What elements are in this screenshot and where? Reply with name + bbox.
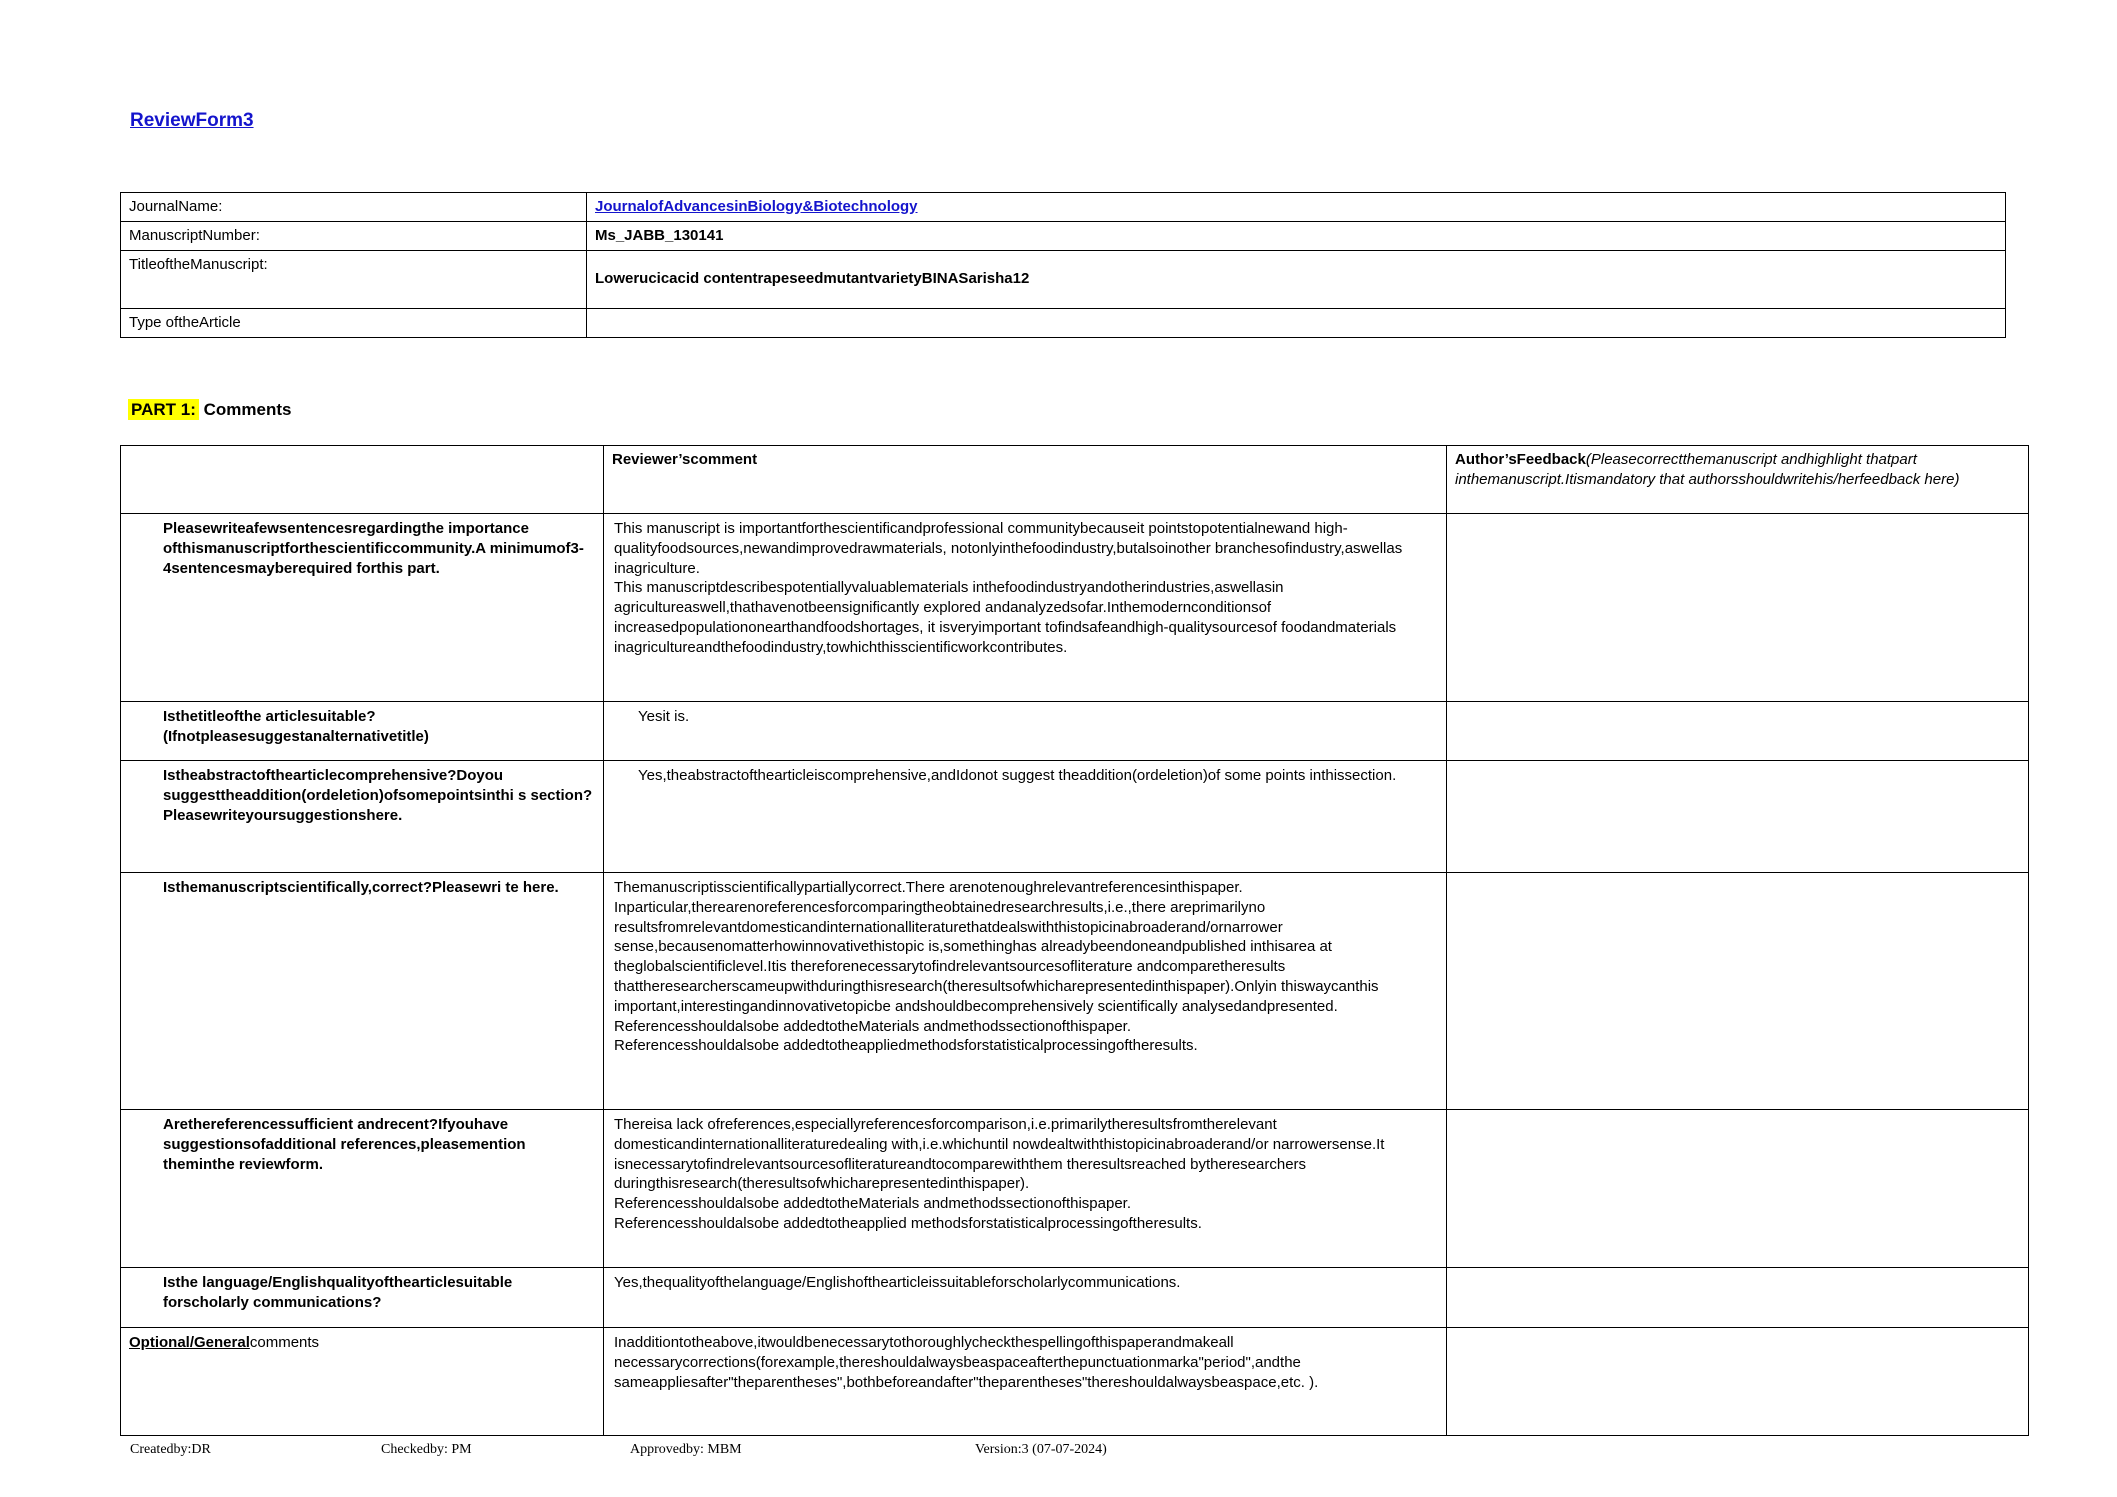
comment-paragraph: Thereisa lack ofreferences,especiallyreferencesforcomparison,i.e.primarilytheresultsfromtherelevant domesticandinternationalliteraturedealing with,i.e.whichuntil nowdealtwiththistopicinabroaderand/or narrowersense.It isnecessarytofindrelevantsourcesofliteratureandtocomparewiththem theresultsreached bytheresearchers duringthisresearch(theresultsofwhicharepresentedinthispaper). [614,1116,1385,1193]
feedback-cell [1447,1268,2029,1328]
question-title-suitable: Isthetitleofthe articlesuitable? (Ifnotpleasesuggestanalternativetitle) [121,702,604,761]
comment-paragraph: Referencesshouldalsobe addedtotheapplied methodsforstatisticalprocessingoftheresults. [614,1214,1202,1232]
header-empty-cell [121,446,604,514]
feedback-cell [1447,761,2029,873]
comments-header-row [121,446,2029,514]
manuscript-title-value: Lowerucicacid contentrapeseedmutantvarietyBINASarisha12 [587,250,2006,308]
comment-language-quality [604,1268,1447,1328]
comments-table [120,445,2029,1436]
document-title-link[interactable]: ReviewForm3 [130,110,254,131]
comment-paragraph: Referencesshouldalsobe addedtotheMaterials andmethodssectionofthispaper. [614,1195,1132,1213]
comment-paragraph: Inadditiontotheabove,itwouldbenecessarytothoroughlycheckthespellingofthispaperandmakeall necessarycorrections(forexample,thereshouldalwaysbeaspaceafterthepunctuationmarka"period",andthe sameappliesafter"theparentheses",bothbeforeandafter"theparentheses"thereshouldalwaysbeaspace,etc. ). [614,1334,1319,1391]
footer-approved-by: Approvedby: MBM [630,1442,742,1457]
article-type-value [587,308,2006,337]
manuscript-meta-table [120,192,2006,338]
comment-paragraph: Themanuscriptisscientificallypartiallycorrect.There arenotenoughrelevantreferencesinthispaper. Inparticular,therearenoreferencesforcomparingtheobtainedresearchresults,i.e.,there areprimarilyno resultsfromrelevantdomesticandinternationalliteraturethatdealswiththistopicinabroaderand/ornarrower sense,becausenomatterhowinnovativethistopic is,somethinghas alreadybeendoneandpublished inthisarea at theglobalscientificlevel.Itis thereforenecessarytofindrelevantsourcesofliterature andcomparetheresults thattheresearcherscameupwithduringthisresearch(theresultsofwhicharepresentedinthispaper).Onlyin thiswaycanthis important,interestingandinnovativetopicbe andshouldbecomprehensively scientifically analysedandpresented. [614,879,1379,1015]
feedback-cell [1447,702,2029,761]
table-row [121,1110,2029,1268]
part1-heading [128,399,291,421]
comment-paragraph: Yes,thequalityofthelanguage/Englishofthearticleissuitableforscholarlycommunications. [614,1274,1181,1291]
journal-name-link[interactable]: JournalofAdvancesinBiology&Biotechnology [595,198,918,215]
part1-badge: PART 1: [128,399,199,420]
header-reviewer-comment: Reviewer’scomment [604,446,1447,514]
feedback-cell [1447,1110,2029,1268]
meta-row-article-type [121,308,2006,337]
comment-paragraph: Yes,theabstractofthearticleiscomprehensive,andIdonot suggest theaddition(ordeletion)of some points inthissection. [638,767,1397,784]
question-optional-general [121,1328,604,1436]
author-feedback-note: (Pleasecorrectthemanuscript andhighlight thatpart inthemanuscript.Itismandatory that authorsshouldwritehis/herfeedback here) [1455,451,1960,488]
question-scientifically-correct: Isthemanuscriptscientifically,correct?Pleasewri te here. [121,873,604,1110]
meta-row-journal [121,193,2006,222]
article-type-label: Type oftheArticle [121,308,587,337]
comment-importance [604,514,1447,702]
comment-paragraph: Referencesshouldalsobe addedtotheMaterials andmethodssectionofthispaper. [614,1017,1132,1035]
table-row [121,1328,2029,1436]
question-language-quality: Isthe language/Englishqualityofthearticlesuitable forscholarly communications? [121,1268,604,1328]
comment-scientifically-correct [604,873,1447,1110]
document-footer [0,1441,2117,1461]
manuscript-number-label: ManuscriptNumber: [121,221,587,250]
feedback-cell [1447,514,2029,702]
question-references: Arethereferencessufficient andrecent?Ifyouhave suggestionsofadditional references,pleasemention theminthe reviewform. [121,1110,604,1268]
question-abstract: Istheabstractofthearticlecomprehensive?Doyou suggesttheaddition(ordeletion)ofsomepointsinthi s section?Pleasewriteyoursuggestionshere. [121,761,604,873]
comment-references [604,1110,1447,1268]
table-row [121,1268,2029,1328]
manuscript-title-label: TitleoftheManuscript: [121,250,587,308]
feedback-cell [1447,1328,2029,1436]
comment-optional-general [604,1328,1447,1436]
manuscript-number-value: Ms_JABB_130141 [587,221,2006,250]
table-row [121,873,2029,1110]
footer-created-by: Createdby:DR [130,1442,211,1457]
table-row [121,514,2029,702]
optional-general-rest: comments [249,1334,320,1351]
comment-paragraph: This manuscript is importantforthescientificandprofessional communitybecauseit pointstopotentialnewand high-qualityfoodsources,newandimprovedrawmaterials, notonlyinthefoodindustry,butalsoinother branchesofindustry,aswellas inagriculture. [614,520,1403,577]
author-feedback-label: Author’sFeedback [1455,451,1586,468]
feedback-cell [1447,873,2029,1110]
footer-checked-by: Checkedby: PM [381,1442,472,1457]
header-author-feedback [1447,446,2029,514]
comment-abstract [604,761,1447,873]
comment-title-suitable [604,702,1447,761]
comment-paragraph: Yesit is. [638,708,690,725]
optional-general-label: Optional/General [129,1334,250,1351]
comment-paragraph: Referencesshouldalsobe addedtotheappliedmethodsforstatisticalprocessingoftheresults. [614,1037,1198,1055]
table-row [121,761,2029,873]
footer-version: Version:3 (07-07-2024) [975,1442,1107,1457]
part1-label: Comments [203,400,292,419]
meta-row-manuscript-title [121,250,2006,308]
journal-name-label: JournalName: [121,193,587,222]
comment-paragraph: This manuscriptdescribespotentiallyvaluablematerials inthefoodindustryandotherindustries,aswellasin agricultureaswell,thathavenotbeensignificantly explored andanalyzedsofar.Inthemodernconditionsof increasedpopulationonearthandfoodshortages, it isveryimportant tofindsafeandhigh-qualitysourcesof foodandmaterials inagricultureandthefoodindustry,towhichthisscientificworkcontributes. [614,579,1397,656]
meta-row-manuscript-number [121,221,2006,250]
table-row [121,702,2029,761]
question-importance: Pleasewriteafewsentencesregardingthe importance ofthismanuscriptforthescientificcommunity.A minimumof3-4sentencesmayberequired forthis part. [121,514,604,702]
